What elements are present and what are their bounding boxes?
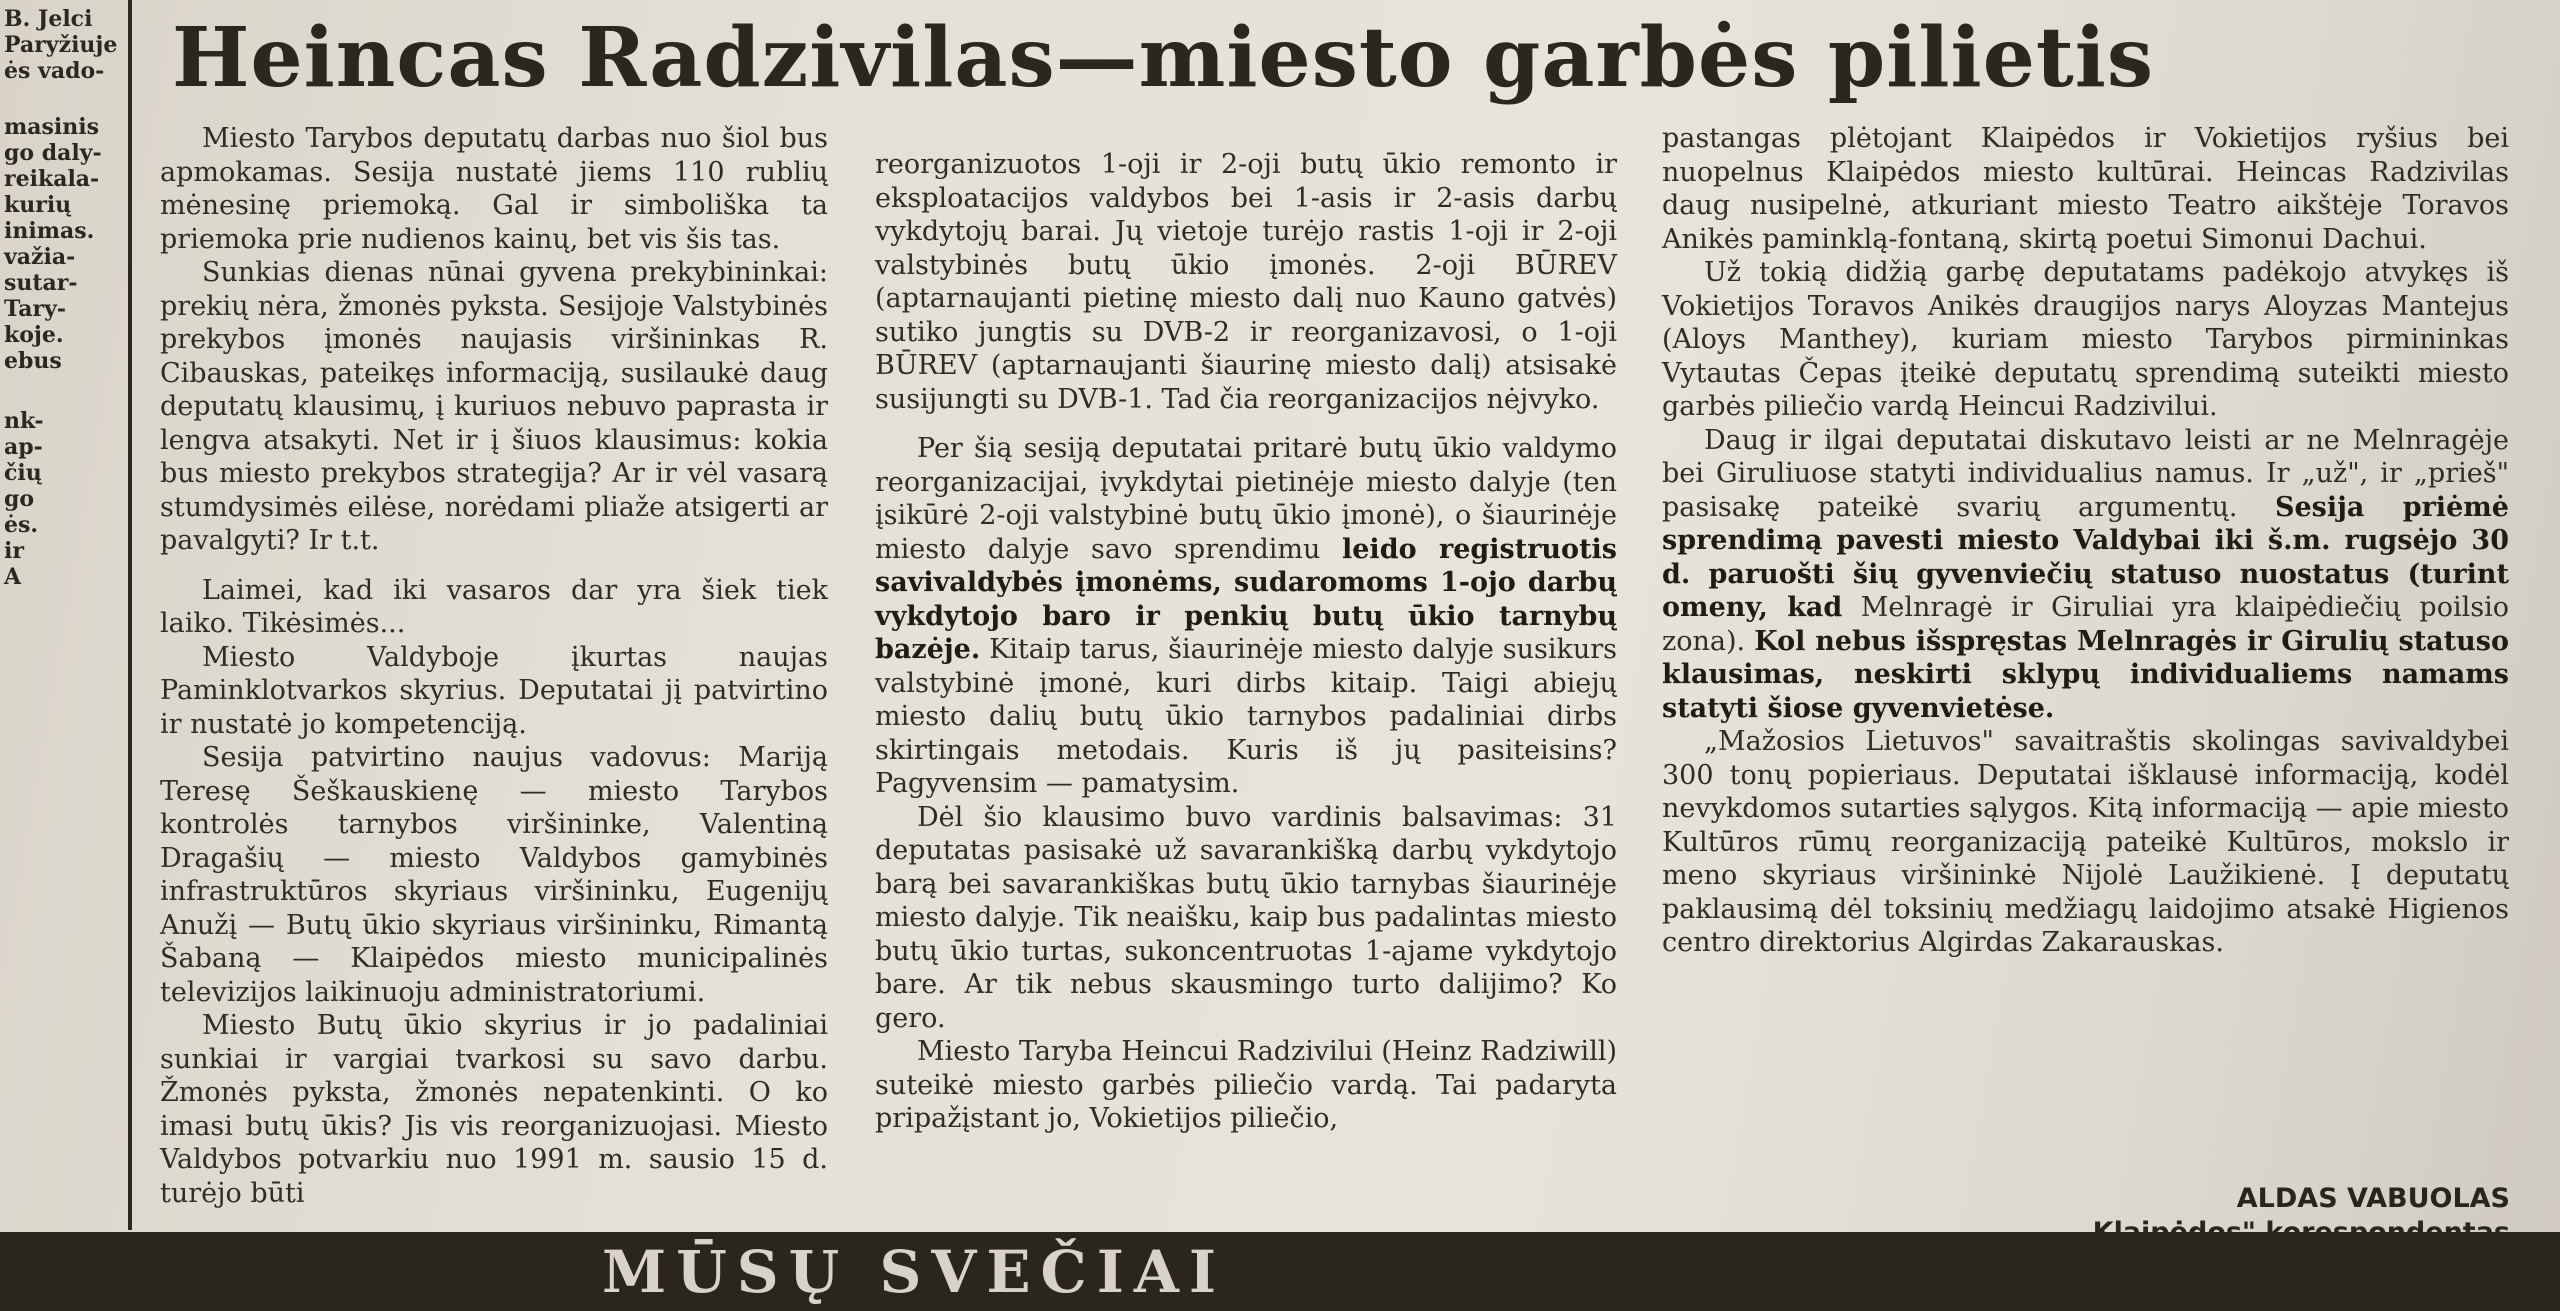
paragraph-text: Per šią sesiją deputatai pritarė butų ūkio valdymo reorganizacijai, įvykdytai pietinėje miesto dalyje (ten įsikūrė 2-oji valstybinė butų ūkio įmonė), o šiaurinėje miesto dalyje savo sprendimu: [875, 433, 1617, 565]
fragment-line: ir: [4, 538, 24, 564]
fragment-line: kurių: [4, 192, 72, 218]
fragment-line: koje.: [4, 322, 64, 348]
fragment-line: ės.: [4, 512, 39, 538]
paragraph: Miesto Taryba Heincui Radzivilui (Heinz Radziwill) suteikė miesto garbės piliečio vardą. Tai padaryta pripažįstant jo, Vokietijos piliečio,: [875, 1036, 1617, 1134]
paragraph: Miesto Valdyboje įkurtas naujas Paminklotvarkos skyrius. Deputatai jį patvirtino ir nustatė jo kompetenciją.: [160, 641, 828, 740]
fragment-line: čių: [4, 460, 42, 486]
paragraph-text: Daug ir ilgai deputatai diskutavo leisti ar ne Melnragėje bei Giruliuose statyti individualius namus. Ir „už", ir „prieš" pasisakę pateikė svarių argumentų.: [1662, 424, 2509, 523]
paragraph: Už tokią didžią garbę deputatams padėkojo atvykęs iš Vokietijos Toravos Anikės draugijos narys Aloyzas Mantejus (Aloys Manthey), kuriam miesto Tarybos pirmininkas Vytautas Čepas įteikė deputatų sprendimą suteikti miesto garbės piliečio vardą Heincui Radzivilui.: [1662, 257, 2509, 422]
paragraph: [875, 432, 1617, 801]
section-banner-title: MŪSŲ SVEČIAI: [602, 1238, 1226, 1306]
paragraph: pastangas plėtojant Klaipėdos ir Vokietijos ryšius bei nuopelnus Klaipėdos miesto kultūrai. Heincas Radzivilas daug nusipelnė, atkuriant miesto Teatro aikštėje Toravos Anikės paminklą-fontaną, skirtą poetui Simonui Dachui.: [1662, 123, 2509, 255]
fragment-line: go daly-: [4, 140, 102, 166]
fragment-line: ebus: [4, 348, 62, 374]
section-banner: [0, 1232, 2560, 1311]
paragraph: Laimei, kad iki vasaros dar yra šiek tiek laiko. Tikėsimės...: [160, 574, 828, 639]
fragment-line: nk-: [4, 408, 44, 434]
adjacent-article-fragment: [0, 0, 132, 1230]
bold-text: leido registruotis savivaldybės įmonėms, sudaromoms 1-ojo darbų vykdytojo baro ir penkių butų ūkio tarnybų bazėje.: [875, 533, 1617, 665]
paragraph: reorganizuotos 1-oji ir 2-oji butų ūkio remonto ir eksploatacijos valdybos bei 1-asis ir 2-asis darbų vykdytojų barai. Jų vietoje turėjo rastis 1-oji ir 2-oji valstybinės butų ūkio įmonės. 2-oji BŪREV (aptarnaujanti pietinę miesto dalį nuo Kauno gatvės) sutiko jungtis su DVB-2 ir reorganizavosi, o 1-oji BŪREV (aptarnaujanti šiaurinę miesto dalį) atsisakė susijungti su DVB-1. Tad čia reorganizacijos nėjvyko.: [875, 149, 1617, 415]
fragment-line: inimas.: [4, 218, 95, 244]
fragment-line: Tary-: [4, 296, 67, 322]
paragraph-text: Melnragė ir Giruliai yra klaipėdiečių poilsio zona).: [1662, 592, 2509, 657]
fragment-line: Paryžiuje: [4, 32, 118, 58]
fragment-line: masinis: [4, 114, 100, 140]
paragraph-text: Kitaip tarus, šiaurinėje miesto dalyje susikurs valstybinė įmonė, kuri dirbs kitaip. Taigi abiejų miesto dalių butų ūkio tarnybos padaliniai dirbs skirtingais metodais. Kuris iš jų pasiteisins? Pagyvensim — pamatysim.: [875, 634, 1617, 799]
fragment-line: go: [4, 486, 35, 512]
paragraph: Sesija patvirtino naujus vadovus: Mariją Teresę Šeškauskienę — miesto Tarybos kontrolės tarnybos viršininke, Valentiną Dragašių — miesto Valdybos gamybinės infrastruktūros skyriaus viršininku, Eugenijų Anužį — Butų ūkio skyriaus viršininku, Rimantą Šabaną — Klaipėdos miesto municipalinės televizijos laikinuoju administratoriumi.: [160, 742, 828, 1008]
paragraph: [1662, 424, 2509, 726]
fragment-line: važia-: [4, 244, 76, 270]
fragment-line: reikala-: [4, 166, 100, 192]
fragment-line: B. Jelci: [4, 6, 93, 32]
fragment-line: A: [4, 564, 22, 590]
fragment-line: ės vado-: [4, 58, 105, 84]
article-column-1: [160, 122, 828, 1210]
article-column-2: [875, 148, 1617, 1136]
paragraph: „Mažosios Lietuvos" savaitraštis skolingas savivaldybei 300 tonų popieriaus. Deputatai išklausė informaciją, kodėl nevykdomos sutarties sąlygos. Kitą informaciją — apie miesto Kultūros rūmų reorganizaciją pateikė Kultūros, mokslo ir meno skyriaus viršininkė Nijolė Laužikienė. Į deputatų paklausimą dėl toksinių medžiagų laidojimo atsakė Higienos centro direktorius Algirdas Zakarauskas.: [1662, 726, 2509, 958]
bold-text: Kol nebus išspręstas Melnragės ir Girulių statuso klausimas, neskirti sklypų individualiems namams statyti šiose gyvenvietėse.: [1662, 625, 2509, 724]
paragraph: Sunkias dienas nūnai gyvena prekybininkai: prekių nėra, žmonės pyksta. Sesijoje Valstybinės prekybos įmonės naujasis viršininkas R. Cibauskas, pateikęs informaciją, susilaukė daug deputatų klausimų, į kuriuos nebuvo paprasta ir lengva atsakyti. Net ir į šiuos klausimus: kokia bus miesto prekybos strategija? Ar ir vėl vasarą stumdysimės eilėse, norėdami pliaže atsigerti ar pavalgyti? Ir t.t.: [160, 257, 828, 556]
article-headline: Heincas Radzivilas—miesto garbės pilietis: [172, 10, 2155, 106]
article-column-3: [1662, 122, 2509, 960]
paragraph: Dėl šio klausimo buvo vardinis balsavimas: 31 deputatas pasisakė už savarankišką darbų vykdytojo barą bei savarankiškas butų ūkio tarnybas šiaurinėje miesto dalyje. Tik neaišku, kaip bus padalintas miesto butų ūkio turtas, sukoncentruotas 1-ajame vykdytojo bare. Ar tik nebus skausmingo turto dalijimo? Ko gero.: [875, 801, 1617, 1034]
bold-text: Sesija priėmė sprendimą pavesti miesto Valdybai iki š.m. rugsėjo 30 d. paruošti šių gyvenviečių statuso nuostatus (turint omeny, kad: [1662, 491, 2509, 623]
byline-author: ALDAS VABUOLAS: [2236, 1183, 2510, 1214]
fragment-line: ap-: [4, 434, 43, 460]
paragraph: Miesto Tarybos deputatų darbas nuo šiol bus apmokamas. Sesija nustatė jiems 110 rublių mėnesinę priemoką. Gal ir simboliška ta priemoka prie nudienos kainų, bet vis šis tas.: [160, 123, 828, 255]
paragraph: Miesto Butų ūkio skyrius ir jo padaliniai sunkiai ir vargiai tvarkosi su savo darbu. Žmonės pyksta, žmonės nepatenkinti. O ko imasi butų ūkis? Jis vis reorganizuojasi. Miesto Valdybos potvarkiu nuo 1991 m. sausio 15 d. turėjo būti: [160, 1010, 828, 1209]
fragment-line: sutar-: [4, 270, 78, 296]
